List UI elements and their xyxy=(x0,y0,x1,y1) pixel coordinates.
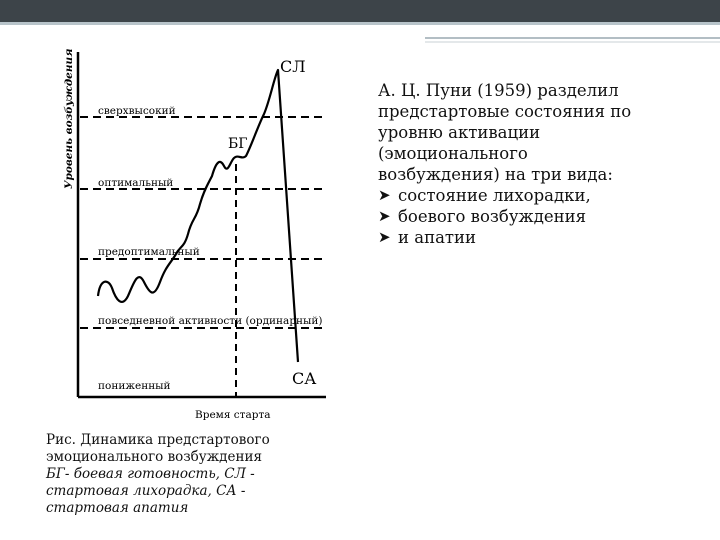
x-axis-label: Время старта xyxy=(195,409,271,421)
intro-paragraph xyxy=(378,80,708,185)
label-sa: СА xyxy=(292,369,317,388)
bullet-text: боевого возбуждения xyxy=(398,207,587,226)
label-sl: СЛ xyxy=(280,57,306,76)
intro-line: А. Ц. Пуни (1959) разделил xyxy=(378,81,619,100)
level-label-2: оптимальный xyxy=(98,177,174,189)
figure-caption xyxy=(46,432,296,517)
excitation-diagram xyxy=(40,34,340,429)
label-bg: БГ xyxy=(228,136,248,152)
intro-line: возбуждения) на три вида: xyxy=(378,165,613,184)
level-label-4: повседневной активности (ординарный) xyxy=(98,315,323,327)
caption-line-1: Рис. Динамика предстартового xyxy=(46,432,270,448)
arrow-bullet-icon: ➤ xyxy=(378,228,391,246)
bullet-item xyxy=(378,185,708,206)
arrow-bullet-icon: ➤ xyxy=(378,186,391,204)
level-label-3: предоптимальный xyxy=(98,246,200,258)
body-text xyxy=(378,80,708,248)
y-axis-label: Уровень возбуждения xyxy=(63,48,75,189)
caption-line-5: стартовая апатия xyxy=(46,500,189,516)
level-label-5: пониженный xyxy=(98,380,171,392)
arrow-bullet-icon: ➤ xyxy=(378,207,391,225)
caption-line-2: эмоционального возбуждения xyxy=(46,449,262,465)
bullet-item xyxy=(378,227,708,248)
bullet-text: и апатии xyxy=(398,228,477,247)
intro-line: (эмоционального xyxy=(378,144,528,163)
bullet-item xyxy=(378,206,708,227)
intro-line: уровню активации xyxy=(378,123,541,142)
caption-line-3: БГ- боевая готовность, СЛ - xyxy=(46,466,255,482)
bullet-text: состояние лихорадки, xyxy=(398,186,591,205)
caption-line-4: стартовая лихорадка, СА - xyxy=(46,483,246,499)
intro-line: предстартовые состояния по xyxy=(378,102,632,121)
level-label-1: сверхвысокий xyxy=(98,105,176,117)
